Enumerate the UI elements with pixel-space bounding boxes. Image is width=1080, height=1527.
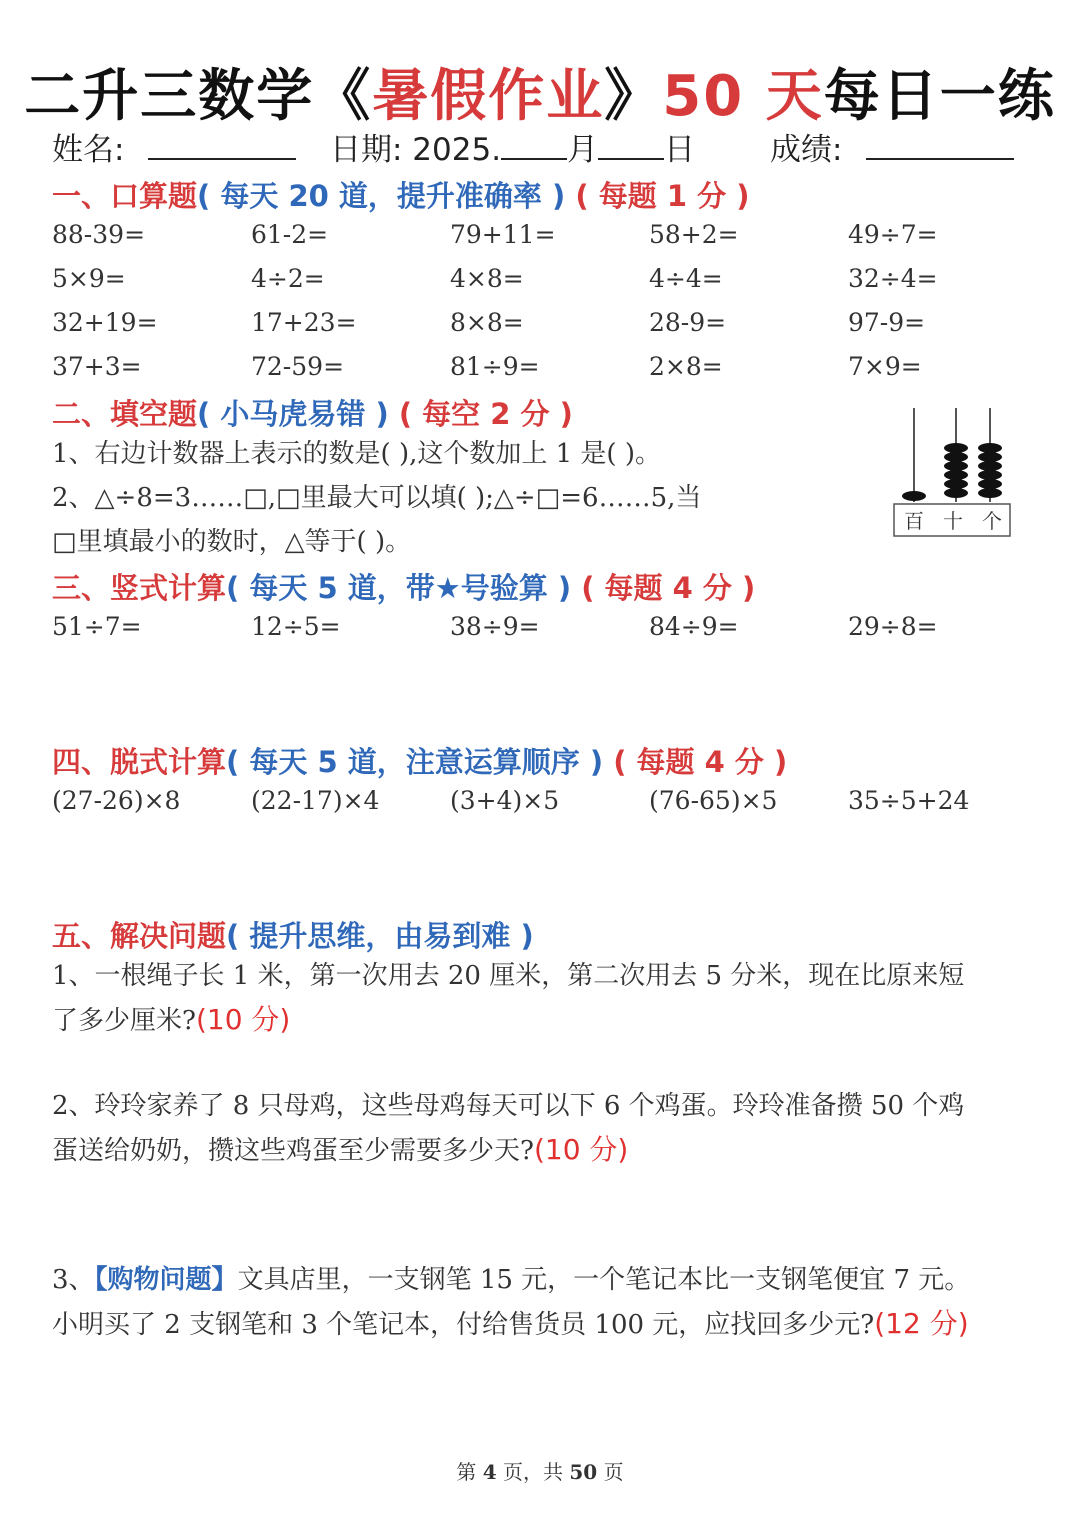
section-2-heading: 二、填空题( 小马虎易错 ) ( 每空 2 分 ): [52, 397, 573, 431]
step-calc-item: (22-17)×4: [251, 786, 380, 815]
oral-calc-item: 61-2=: [251, 220, 329, 249]
abacus-bead: [978, 461, 1002, 471]
problem-2-line-2: 蛋送给奶奶，攒这些鸡蛋至少需要多少天?(10 分): [52, 1133, 629, 1166]
problem-2-score: (10 分): [533, 1133, 629, 1166]
date-field: 日期: 2025. 月 日: [330, 132, 696, 168]
day-blank[interactable]: [598, 132, 664, 160]
oral-calc-item: 4÷4=: [649, 264, 723, 293]
vertical-calc-item: 29÷8=: [848, 612, 938, 641]
oral-calc-item: 49÷7=: [848, 220, 938, 249]
fill-question-2b: □里填最小的数时，△等于( )。: [52, 527, 412, 557]
step-calc-item: (76-65)×5: [649, 786, 778, 815]
section-3-heading: 三、竖式计算( 每天 5 道，带★号验算 ) ( 每题 4 分 ): [52, 571, 756, 605]
oral-calc-item: 81÷9=: [450, 352, 540, 381]
abacus-bead: [944, 443, 968, 453]
oral-calc-item: 8×8=: [450, 308, 524, 337]
abacus-label-hundreds: 百: [904, 509, 924, 533]
vertical-calc-item: 84÷9=: [649, 612, 739, 641]
oral-calc-item: 58+2=: [649, 220, 739, 249]
oral-calc-item: 4×8=: [450, 264, 524, 293]
problem-3-score: (12 分): [874, 1307, 969, 1340]
oral-calc-item: 97-9=: [848, 308, 926, 337]
oral-calc-item: 28-9=: [649, 308, 727, 337]
abacus-bead: [902, 491, 926, 501]
problem-3-line-1: 3、【购物问题】文具店里，一支钢笔 15 元，一个笔记本比一支钢笔便宜 7 元。: [52, 1265, 971, 1295]
problem-1-score: (10 分): [195, 1003, 291, 1036]
oral-calc-item: 2×8=: [649, 352, 723, 381]
oral-calc-item: 79+11=: [450, 220, 556, 249]
oral-calc-item: 17+23=: [251, 308, 357, 337]
vertical-calc-item: 51÷7=: [52, 612, 142, 641]
title-highlight: 暑假作业: [372, 64, 605, 129]
abacus-bead: [944, 452, 968, 462]
step-calc-item: (27-26)×8: [52, 786, 181, 815]
page-footer: 第 4 页，共 50 页: [456, 1460, 624, 1484]
abacus-bead: [978, 488, 1002, 498]
oral-calc-item: 5×9=: [52, 264, 126, 293]
abacus-bead: [944, 488, 968, 498]
score-blank[interactable]: [866, 132, 1014, 160]
oral-calc-item: 7×9=: [848, 352, 922, 381]
name-blank[interactable]: [148, 132, 296, 160]
name-field: 姓名:: [52, 124, 296, 169]
score-field: 成绩:: [770, 124, 1014, 169]
step-calc-item: 35÷5+24: [848, 786, 970, 815]
vertical-calc-item: 12÷5=: [251, 612, 341, 641]
oral-calc-item: 4÷2=: [251, 264, 325, 293]
title-days: 50 天: [662, 64, 824, 129]
problem-2-line-1: 2、玲玲家养了 8 只母鸡，这些母鸡每天可以下 6 个鸡蛋。玲玲准备攒 50 个鸡: [52, 1091, 965, 1121]
abacus-bead: [978, 443, 1002, 453]
abacus-bead: [944, 479, 968, 489]
oral-calc-item: 37+3=: [52, 352, 142, 381]
abacus-label-ones: 个: [982, 509, 1002, 533]
problem-3-tag: 【购物问题】: [94, 1265, 238, 1295]
step-calc-item: (3+4)×5: [450, 786, 560, 815]
section-1-heading: 一、口算题( 每天 20 道，提升准确率 ) ( 每题 1 分 ): [52, 179, 750, 213]
abacus-bead: [978, 479, 1002, 489]
oral-calc-item: 32÷4=: [848, 264, 938, 293]
oral-calc-item: 88-39=: [52, 220, 146, 249]
abacus-illustration: [890, 402, 1015, 542]
problem-3-line-2: 小明买了 2 支钢笔和 3 个笔记本，付给售货员 100 元，应找回多少元?(12 分): [52, 1307, 969, 1340]
abacus-label-tens: 十: [943, 509, 963, 533]
fill-question-1: 1、右边计数器上表示的数是( ),这个数加上 1 是( )。: [52, 439, 661, 469]
vertical-calc-item: 38÷9=: [450, 612, 540, 641]
abacus-bead: [944, 461, 968, 471]
problem-1-line-2: 了多少厘米?(10 分): [52, 1003, 291, 1036]
oral-calc-item: 72-59=: [251, 352, 345, 381]
abacus-bead: [944, 470, 968, 480]
oral-calc-item: 32+19=: [52, 308, 158, 337]
problem-1-line-1: 1、一根绳子长 1 米，第一次用去 20 厘米，第二次用去 5 分米，现在比原来短: [52, 961, 965, 991]
fill-question-2a: 2、△÷8=3……□,□里最大可以填( );△÷□=6……5,当: [52, 483, 702, 513]
section-4-heading: 四、脱式计算( 每天 5 道，注意运算顺序 ) ( 每题 4 分 ): [52, 745, 788, 779]
section-5-heading: 五、解决问题( 提升思维，由易到难 ): [52, 919, 534, 953]
abacus-bead: [978, 452, 1002, 462]
month-blank[interactable]: [501, 132, 567, 160]
abacus-bead: [978, 470, 1002, 480]
page-title: 二升三数学《暑假作业》50 天每日一练: [24, 64, 1056, 129]
